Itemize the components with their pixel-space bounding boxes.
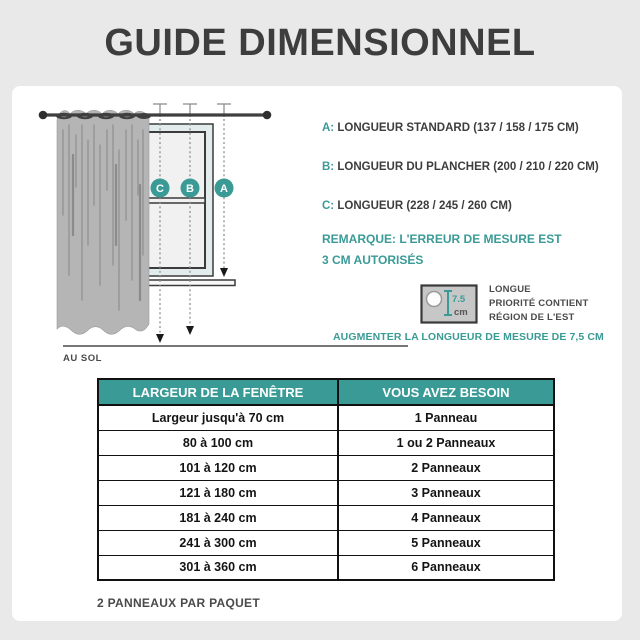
- spec-line-b: [322, 161, 599, 173]
- grommet-measure-icon: [420, 284, 478, 324]
- grommet-caption-line1: LONGUE: [489, 284, 531, 295]
- table-cell-panels: 5 Panneaux: [338, 530, 554, 555]
- measure-note: [322, 229, 562, 271]
- marker-c-label: C: [156, 183, 164, 195]
- spec-b-prefix: B:: [322, 161, 335, 173]
- table-cell-width: 301 à 360 cm: [98, 555, 338, 580]
- spec-c-prefix: C:: [322, 200, 335, 212]
- spec-a-prefix: A:: [322, 122, 335, 134]
- table-cell-panels: 6 Panneaux: [338, 555, 554, 580]
- measurement-markers: [151, 179, 234, 198]
- grommet-caption-line3: RÉGION DE L'EST: [489, 312, 575, 323]
- table-cell-panels: 1 ou 2 Panneaux: [338, 430, 554, 455]
- table-header-width: LARGEUR DE LA FENÊTRE: [98, 379, 338, 405]
- table-cell-width: 101 à 120 cm: [98, 455, 338, 480]
- grommet-footnote: AUGMENTER LA LONGUEUR DE MESURE DE 7,5 CM: [333, 331, 604, 343]
- floor-label: AU SOL: [63, 353, 102, 364]
- window-sill: [135, 280, 235, 286]
- table-row: [98, 405, 554, 430]
- table-cell-width: Largeur jusqu'à 70 cm: [98, 405, 338, 430]
- grommet-caption-line2: PRIORITÉ CONTIENT: [489, 298, 589, 309]
- table-cell-width: 181 à 240 cm: [98, 505, 338, 530]
- table-cell-width: 121 à 180 cm: [98, 480, 338, 505]
- measure-note-line2: 3 CM AUTORISÉS: [322, 253, 424, 267]
- table-row: [98, 455, 554, 480]
- table-row: [98, 530, 554, 555]
- spec-b-text: LONGUEUR DU PLANCHER (200 / 210 / 220 CM): [337, 161, 599, 173]
- panel-size-table: [97, 378, 555, 581]
- grommet-caption: [489, 283, 588, 325]
- window-illustration: [135, 124, 235, 286]
- table-row: [98, 555, 554, 580]
- spec-c-text: LONGUEUR (228 / 245 / 260 CM): [337, 200, 512, 212]
- marker-b-label: B: [186, 183, 194, 195]
- grommet-measure-unit: cm: [454, 307, 468, 318]
- table-row: [98, 480, 554, 505]
- table-row: [98, 430, 554, 455]
- table-cell-panels: 4 Panneaux: [338, 505, 554, 530]
- spec-line-c: [322, 200, 512, 212]
- table-header-row: [98, 379, 554, 405]
- measure-note-line1: REMARQUE: L'ERREUR DE MESURE EST: [322, 232, 562, 246]
- table-cell-panels: 2 Panneaux: [338, 455, 554, 480]
- spec-line-a: [322, 122, 579, 134]
- table-cell-width: 241 à 300 cm: [98, 530, 338, 555]
- package-footnote: 2 PANNEAUX PAR PAQUET: [97, 596, 260, 610]
- table-row: [98, 505, 554, 530]
- table-cell-panels: 1 Panneau: [338, 405, 554, 430]
- spec-a-text: LONGUEUR STANDARD (137 / 158 / 175 CM): [337, 122, 579, 134]
- table-cell-panels: 3 Panneaux: [338, 480, 554, 505]
- table-cell-width: 80 à 100 cm: [98, 430, 338, 455]
- grommet-measure-value: 7.5: [452, 294, 466, 305]
- table-header-need: VOUS AVEZ BESOIN: [338, 379, 554, 405]
- curtain-illustration: [56, 110, 151, 334]
- page-title: GUIDE DIMENSIONNEL: [104, 22, 536, 64]
- marker-a-label: A: [220, 183, 228, 195]
